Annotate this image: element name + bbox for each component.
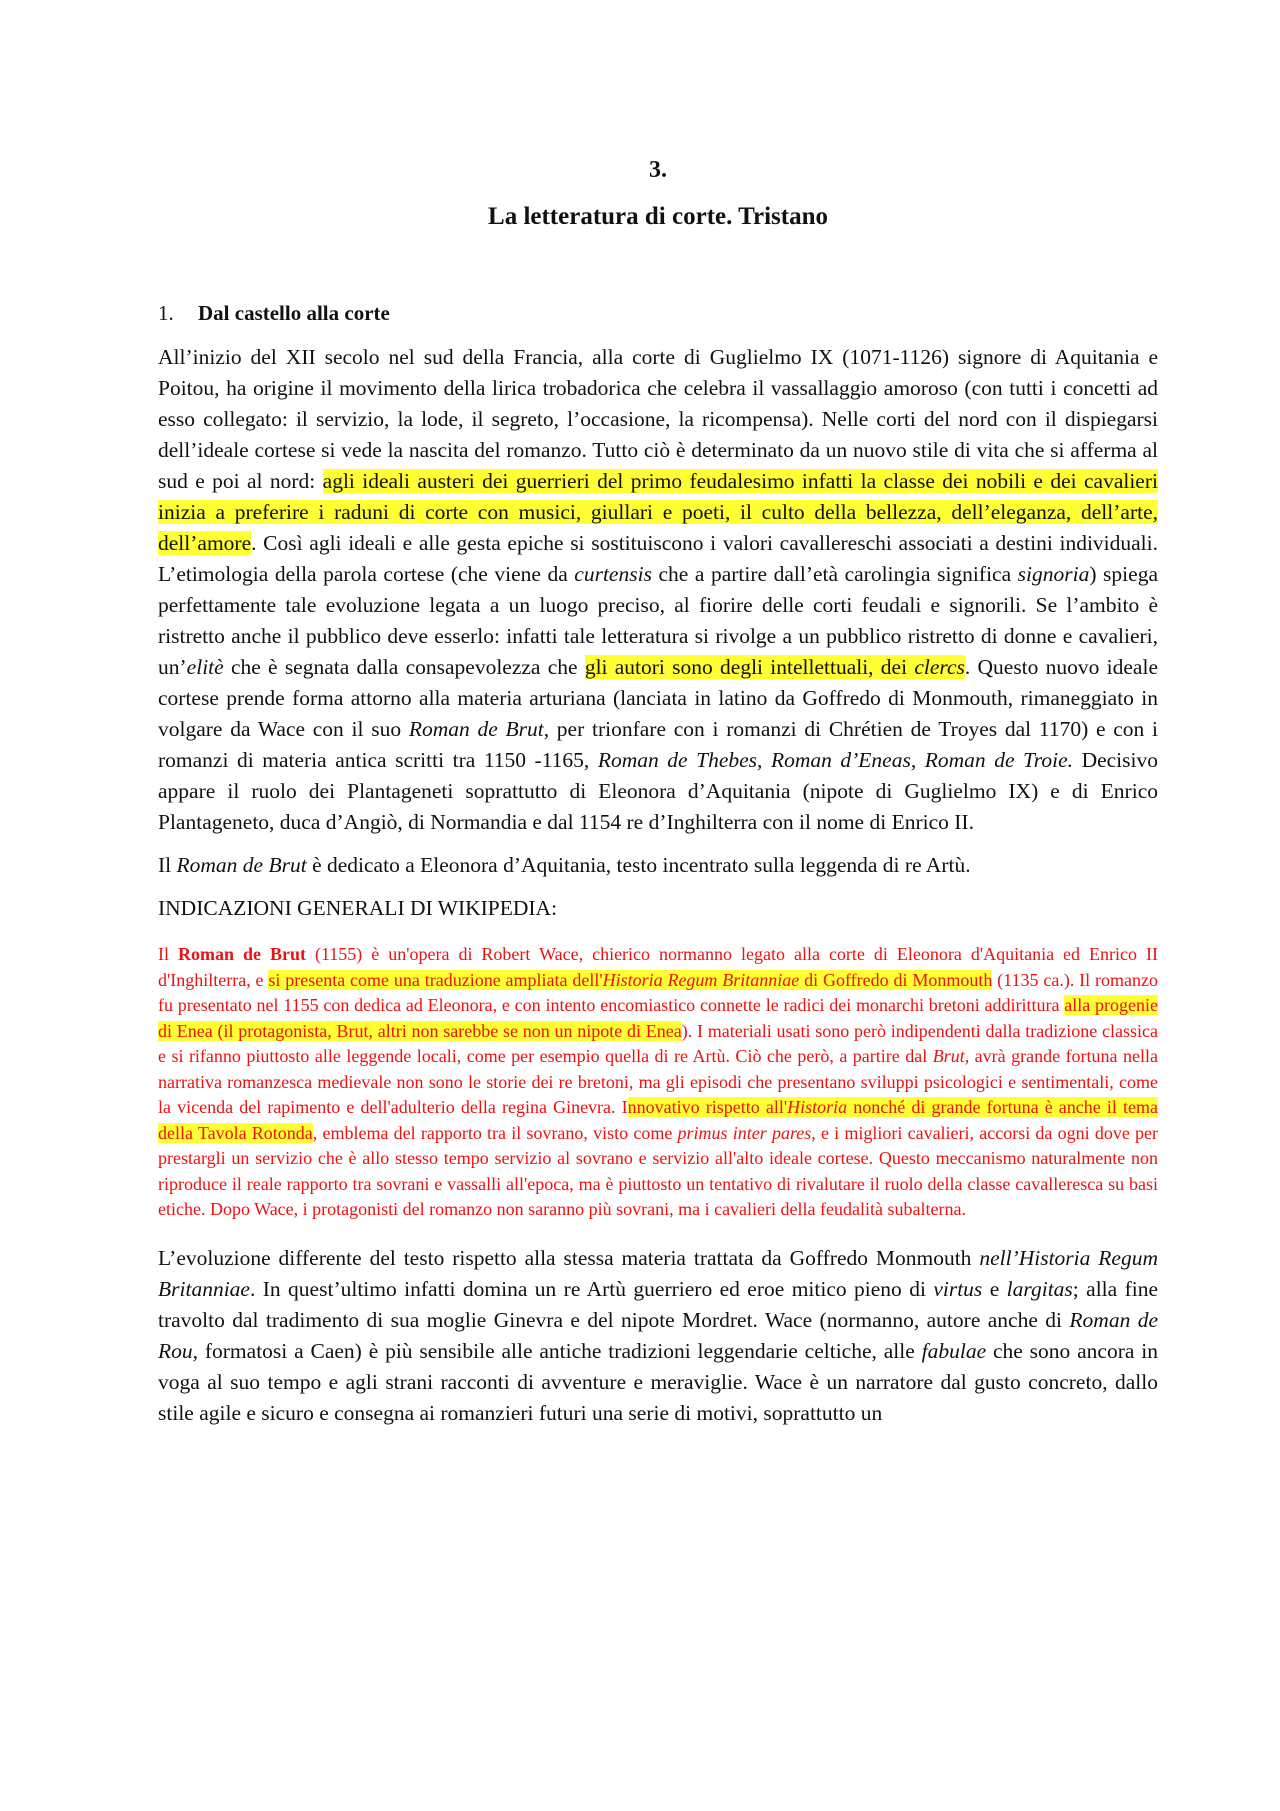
italic-term: elitè — [186, 655, 224, 679]
text-run: gli autori sono degli intellettuali, dei — [584, 655, 915, 679]
italic-term: signoria — [1017, 562, 1090, 586]
italic-title: Roman de Rou, — [158, 1307, 1159, 1363]
italic-term: virtus — [933, 1276, 983, 1301]
text-run: , avrà grande fortuna nella narrativa romanzesca medievale non sono le storie dei re bretoni, ma gli episodi che presentano sviluppi psicologici e sentimentali, come la vicenda del rapimento e dell'adulterio della regina Ginevra. I — [158, 1046, 1158, 1117]
text-run: (1155) è un'opera di Robert Wace, chierico normanno legato alla corte di Eleonora d'Aquitania ed Enrico II d'Inghilterra, e — [158, 944, 1158, 990]
italic-title: Historia Regum Britanniae — [602, 969, 800, 990]
text-run: (1135 ca.). Il romanzo fu presentato nel 1155 con dedica ad Eleonora, e con intento encomiastico connette le radici dei monarchi bretoni addirittura — [158, 969, 1158, 1015]
section-title: Dal castello alla corte — [198, 301, 390, 325]
paragraph-intro — [158, 342, 1158, 838]
italic-term: clercs — [914, 655, 965, 679]
paragraph-evolution — [158, 1243, 1158, 1429]
paragraph-roman-de-brut — [158, 850, 1158, 881]
highlighted-text — [268, 970, 992, 990]
text-run: e — [982, 1276, 1007, 1301]
text-run: , e i migliori cavalieri, accorsi da ogni dove per prestargli un servizio che è allo stesso tempo servizio al sovrano e servizio all'alto ideale cortese. Questo meccanismo naturalmente non riproduce il reale rapporto tra sovrani e vassalli all'epoca, ma è piuttosto un tentativo di rivalutare il ruolo della classe cavalleresca su basi etiche. Dopo Wace, i protagonisti del romanzo non saranno più sovrani, ma i cavalieri della feudalità subalterna. — [158, 1122, 1158, 1219]
text-run: . In quest’ultimo infatti domina un re Artù guerriero ed eroe mitico pieno di — [249, 1276, 934, 1301]
italic-title: Historia — [787, 1097, 848, 1117]
highlighted-text: alla progenie di Enea (il protagonista, Brut, altri non sarebbe se non un nipote di Enea — [158, 995, 1158, 1041]
italic-title: Roman de Thebes, Roman d’Eneas, Roman de Troie. — [597, 748, 1074, 772]
italic-term: fabulae — [921, 1338, 987, 1363]
text-run: Decisivo appare il ruolo dei Plantageneti soprattutto di Eleonora d’Aquitania (nipote di Guglielmo IX) e di Enrico Plantageneto, duca d’Angiò, di Normandia e dal 1154 re d’Inghilterra con il nome di Enrico II. — [158, 748, 1158, 834]
highlighted-text: agli ideali austeri dei guerrieri del primo feudalesimo infatti la classe dei nobili e dei cavalieri inizia a preferire i raduni di corte con musici, giullari e poeti, il culto della bellezza, dell’eleganza, dell’arte, dell’amore — [158, 469, 1158, 555]
wiki-excerpt — [158, 942, 1158, 1223]
text-run: nnovativo rispetto all' — [627, 1097, 788, 1117]
text-run: All’inizio del XII secolo nel sud della Francia, alla corte di Guglielmo IX (1071-1126) signore di Aquitania e Poitou, ha origine il movimento della lirica trobadorica che celebra il vassallaggio amoroso (con tutti i concetti ad esso collegato: il servizio, la lode, il segreto, l’occasione, la ricompensa). Nelle corti del nord con il dispiegarsi dell’ideale cortese si vede la nascita del romanzo. Tutto ciò è determinato da un nuovo stile di vita che si afferma al sud e poi al nord: — [158, 345, 1158, 493]
italic-term: primus inter pares — [677, 1122, 812, 1143]
highlighted-text — [585, 655, 965, 679]
italic-term: largitas — [1006, 1276, 1073, 1301]
section-heading — [158, 298, 1158, 328]
text-run: L’evoluzione differente del testo rispetto alla stessa materia trattata da Goffredo Monmouth — [158, 1245, 980, 1270]
text-run: di Goffredo di Monmouth — [799, 969, 993, 990]
text-run: , emblema del rapporto tra il sovrano, visto come — [312, 1122, 678, 1143]
wiki-heading: INDICAZIONI GENERALI DI WIKIPEDIA: — [158, 896, 558, 920]
chapter-title: La letteratura di corte. Tristano — [488, 203, 828, 230]
italic-title: Roman de Brut — [408, 717, 544, 741]
text-run: che è segnata dalla consapevolezza che — [223, 655, 585, 679]
italic-title: nell’Historia Regum Britanniae — [158, 1245, 1158, 1301]
text-run: che a partire dall’età carolingia significa — [651, 562, 1018, 586]
text-run: ) spiega perfettamente tale evoluzione legata a un luogo preciso, al fiorire delle corti feudali e signorili. Se l’ambito è ristretto anche il pubblico deve esserlo: infatti tale letteratura si rivolge a un pubblico ristretto di donne e cavalieri, un’ — [158, 562, 1158, 679]
chapter-number: 3. — [649, 157, 667, 183]
page-content — [158, 150, 1158, 1429]
text-run: formatosi a Caen) è più sensibile alle antiche tradizioni leggendarie celtiche, alle — [198, 1338, 922, 1363]
text-run: . Questo nuovo ideale cortese prende forma attorno alla materia arturiana (lanciata in latino da Goffredo di Monmouth, rimaneggiato in volgare da Wace con il suo — [158, 655, 1158, 741]
text-run: si presenta come una traduzione ampliata dell' — [268, 969, 603, 990]
italic-term: curtensis — [574, 562, 652, 586]
text-run: , per trionfare con i romanzi di Chrétien de Troyes dal 1170) e con i romanzi di materia antica scritti tra 1150 -1165, — [158, 717, 1158, 772]
text-run: che sono ancora in voga al suo tempo e agli strani racconti di avventure e meraviglie. Wace è un narratore dal gusto concreto, dallo stile agile e sicuro e consegna ai romanzieri futuri una serie di motivi, soprattutto un — [158, 1338, 1158, 1425]
text-run: ). I materiali usati sono però indipendenti dalla tradizione classica e si rifanno piuttosto alle leggende locali, come per esempio quella di re Artù. Ciò che però, a partire dal — [158, 1020, 1158, 1066]
text-run: . Così agli ideali e alle gesta epiche si sostituiscono i valori cavallereschi associati a destini individuali. L’etimologia della parola cortese (che viene da — [158, 531, 1158, 586]
italic-title: Roman de Brut — [176, 853, 307, 877]
section-number: 1. — [158, 301, 174, 325]
text-run: Il — [158, 853, 177, 877]
text-run: ; alla fine travolto dal tradimento di sua moglie Ginevra e del nipote Mordret. Wace (normanno, autore anche di — [158, 1276, 1159, 1332]
text-run: è dedicato a Eleonora d’Aquitania, testo incentrato sulla leggenda di re Artù. — [306, 853, 971, 877]
text-run: nonché di grande fortuna è anche il tema della Tavola Rotonda — [158, 1097, 1158, 1143]
italic-title: Brut — [932, 1046, 965, 1066]
bold-title: Roman de Brut — [177, 944, 306, 964]
text-run: Il — [158, 944, 178, 964]
